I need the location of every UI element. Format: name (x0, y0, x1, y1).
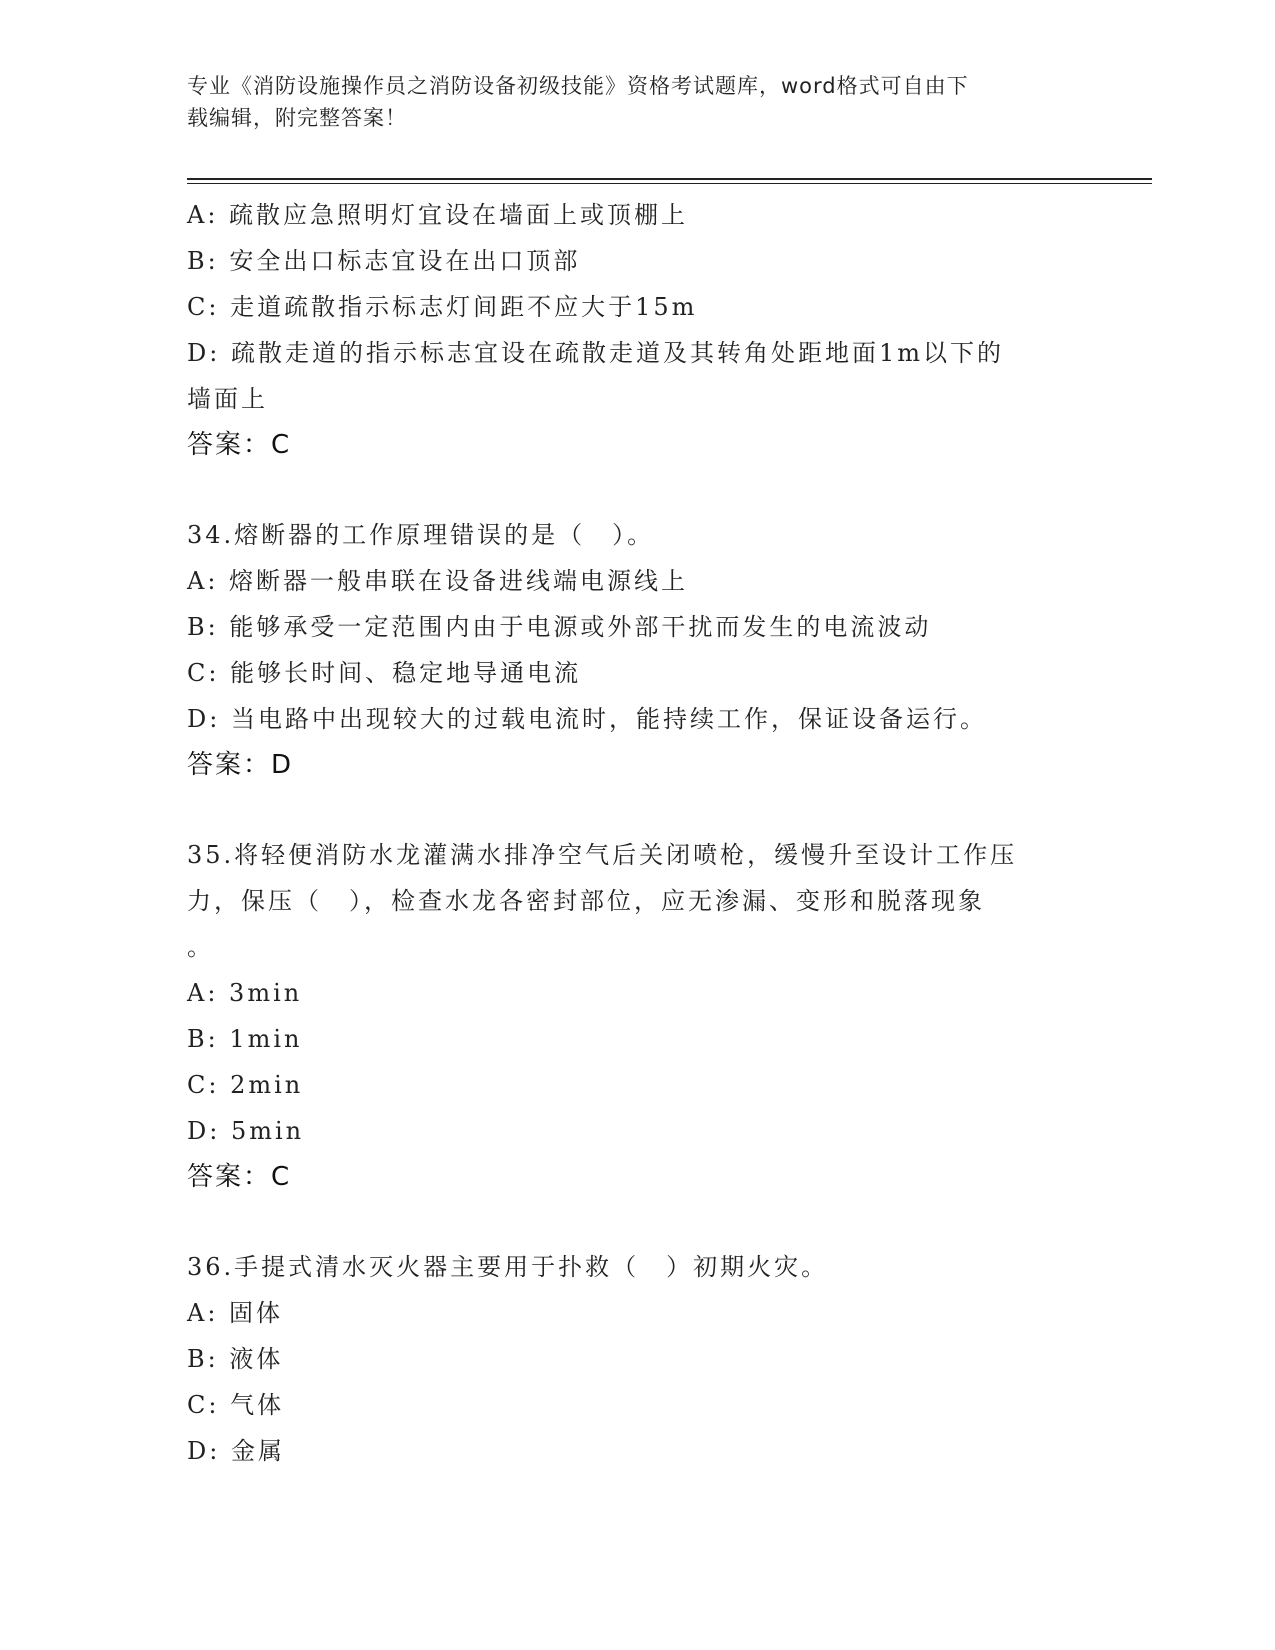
option-d-continued: 墙面上 (187, 385, 268, 413)
option-d: D: 金属 (187, 1437, 285, 1465)
header-line-2: 载编辑，附完整答案！ (187, 106, 407, 130)
question-36 (187, 1244, 1087, 1474)
option-c: C: 走道疏散指示标志灯间距不应大于15m (187, 293, 698, 321)
option-b: B: 液体 (187, 1345, 284, 1373)
option-c: C: 2min (187, 1071, 304, 1099)
answer: 答案：D (187, 750, 294, 780)
header-divider-thin (187, 183, 1152, 184)
header-line-1: 专业《消防设施操作员之消防设备初级技能》资格考试题库，word格式可自由下 (187, 74, 969, 98)
question-text-line-3: 。 (187, 933, 214, 961)
option-d: D: 疏散走道的指示标志宜设在疏散走道及其转角处距地面1m以下的 (187, 339, 1004, 367)
option-a: A: 固体 (187, 1299, 284, 1327)
question-text-line-1: 35.将轻便消防水龙灌满水排净空气后关闭喷枪，缓慢升至设计工作压 (187, 841, 1018, 869)
question-34 (187, 512, 1087, 788)
spacer (187, 788, 1087, 832)
question-list (187, 192, 1087, 1474)
option-d: D: 5min (187, 1117, 305, 1145)
spacer (187, 1200, 1087, 1244)
question-text: 34.熔断器的工作原理错误的是（ ）。 (187, 521, 655, 549)
option-b: B: 1min (187, 1025, 303, 1053)
spacer (187, 468, 1087, 512)
answer: 答案：C (187, 1162, 292, 1192)
option-c: C: 能够长时间、稳定地导通电流 (187, 659, 582, 687)
option-b: B: 能够承受一定范围内由于电源或外部干扰而发生的电流波动 (187, 613, 932, 641)
question-text-line-2: 力，保压（ ），检查水龙各密封部位，应无渗漏、变形和脱落现象 (187, 887, 985, 915)
option-c: C: 气体 (187, 1391, 285, 1419)
option-a: A: 疏散应急照明灯宜设在墙面上或顶棚上 (187, 201, 689, 229)
question-33 (187, 192, 1087, 468)
option-d: D: 当电路中出现较大的过载电流时，能持续工作，保证设备运行。 (187, 705, 987, 733)
option-b: B: 安全出口标志宜设在出口顶部 (187, 247, 581, 275)
option-a: A: 熔断器一般串联在设备进线端电源线上 (187, 567, 689, 595)
header-divider-thick (187, 178, 1152, 180)
option-a: A: 3min (187, 979, 303, 1007)
answer: 答案：C (187, 430, 292, 460)
question-text: 36.手提式清水灭火器主要用于扑救（ ）初期火灾。 (187, 1253, 829, 1281)
document-header (187, 70, 1067, 134)
question-35 (187, 832, 1087, 1200)
